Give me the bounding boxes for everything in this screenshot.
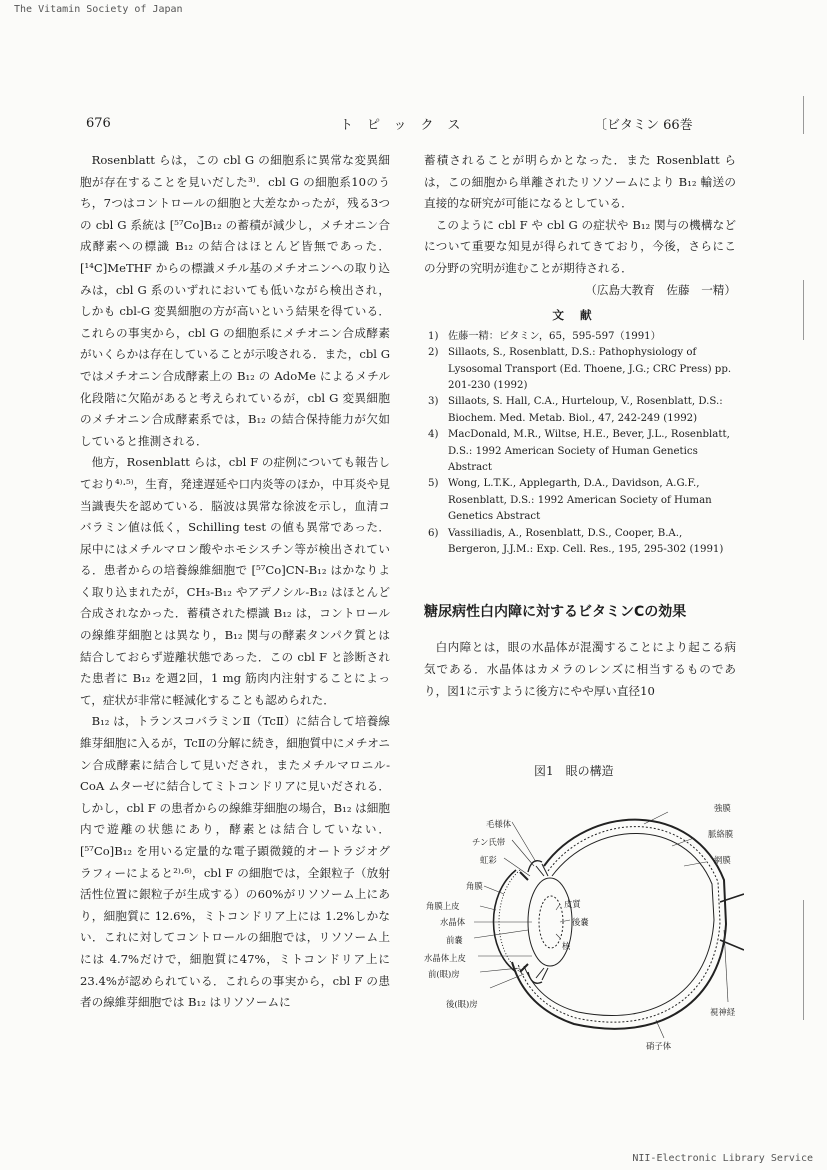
archive-watermark: NII-Electronic Library Service xyxy=(632,1153,813,1164)
label-anterior-chamber: 前(眼)房 xyxy=(428,969,460,979)
reference-item: 3) Sillaots, S. Hall, C.A., Hurteloup, V., Rosenblatt, D.S.: Biochem. Med. Metab. Biol., 47, 242-249 (1992) xyxy=(428,396,723,424)
source-watermark: The Vitamin Society of Japan xyxy=(14,4,183,15)
journal-reference: 〔ビタミン 66巻 xyxy=(594,118,693,133)
retina-layer xyxy=(524,833,714,1015)
choroid-layer xyxy=(518,827,720,1023)
label-corneal-epithelium: 角膜上皮 xyxy=(426,901,460,911)
article-title: 糖尿病性白内障に対するビタミンCの効果 xyxy=(424,604,687,621)
author-signature: （広島大教育 佐藤 一精） xyxy=(585,282,736,297)
sclera-outline xyxy=(512,820,726,1029)
optic-nerve-shape xyxy=(720,894,744,950)
page-number: 676 xyxy=(86,116,111,131)
label-posterior-chamber: 後(眼)房 xyxy=(446,999,478,1009)
label-anterior-capsule: 前嚢 xyxy=(446,935,463,945)
label-cortex: 皮質 xyxy=(564,899,581,909)
label-cornea: 角膜 xyxy=(466,881,483,891)
body-paragraph: このように cbl F や cbl G の症状や B₁₂ 関与の機構などについて重要な知見が得られてきており，今後，さらにこの分野の究明が進むことが期待される． xyxy=(424,217,736,275)
scan-edge-line xyxy=(803,900,804,1020)
reference-list xyxy=(424,329,736,559)
label-nucleus: 核 xyxy=(562,941,571,951)
right-column xyxy=(424,150,736,702)
reference-item: 2) Sillaots, S., Rosenblatt, D.S.: Pathophysiology of Lysosomal Transport (Ed. Thoene, J.G.; CRC Press) pp. 201-230 (1992) xyxy=(428,347,732,391)
label-lens: 水晶体 xyxy=(440,917,466,927)
label-ciliary-body: 毛様体 xyxy=(486,819,512,829)
body-paragraph: 蓄積されることが明らかとなった．また Rosenblatt らは，この細胞から単離されたリソソームにより B₁₂ 輸送の直接的な研究が可能になるとしている． xyxy=(424,153,736,211)
scan-edge-line xyxy=(803,96,804,134)
lens-shape xyxy=(528,878,572,966)
eye-diagram xyxy=(424,762,744,1062)
references-heading: 文献 xyxy=(552,308,608,323)
body-paragraph: 白内障とは，眼の水晶体が混濁することにより起こる病気である．水晶体はカメラのレンズに相当するものであり，図1に示すように後方にやや厚い直径10 xyxy=(424,640,736,698)
eye-structure-figure xyxy=(424,762,744,1062)
reference-item: 6) Vassiliadis, A., Rosenblatt, D.S., Cooper, B.A., Bergeron, J.J.M.: Exp. Cell. Res., 195, 295-302 (1991) xyxy=(428,527,724,556)
label-iris: 虹彩 xyxy=(480,855,497,865)
body-paragraph: Rosenblatt らは，この cbl G の細胞系に異常な変異細胞が存在することを見いだした³⁾．cbl G の細胞系10のうち，7つはコントロールの細胞と大差なかったが，残る3つの cbl G 系統は [⁵⁷Co]B₁₂ の蓄積が減少し，メチオニン合成酵素への標識 B₁₂ の結合はほとんど皆無であった．[¹⁴C]MeTHF からの標識メチル基のメチオニンへの取り込みは，cbl G 系のいずれにおいても低いながら検出され，しかも cbl-G 変異細胞の方が高いという結果を得ている．これらの事実から，cbl G の細胞系にメチオニン合成酵素がいくらかは存在していることが示唆される．また，cbl G ではメチオニン合成酵素上の B₁₂ の AdoMe によるメチル化段階に欠陥があると考えられているが，cbl G 変異細胞のメチオニン合成酵素系では，B₁₂ の結合保持能力が欠如していると推測される． xyxy=(80,153,390,448)
figure-caption: 図1 眼の構造 xyxy=(534,764,614,778)
reference-item: 5) Wong, L.T.K., Applegarth, D.A., Davidson, A.G.F., Rosenblatt, D.S.: 1992 American Society of Human Genetics Abstract xyxy=(428,478,712,523)
label-choroid: 脈絡膜 xyxy=(708,829,734,839)
body-paragraph: B₁₂ は，トランスコバラミンⅡ（TcⅡ）に結合して培養線維芽細胞に入るが，TcⅡの分解に続き，細胞質中にメチオニン合成酵素に結合して見いだされ，またメチルマロニル-CoA ムターゼに結合してミトコンドリアに見いだされる．しかし，cbl F の患者からの線維芽細胞の場合，B₁₂ は細胞内で遊離の状態にあり，酵素とは結合していない．[⁵⁷Co]B₁₂ を用いる定量的な電子顕微鏡的オートラジオグラフィーによると²⁾·⁶⁾，cbl F の細胞では，全銀粒子（放射活性位置に銀粒子が生成する）の60%がリソソーム上にあり，細胞質に 12.6%，ミトコンドリア上には 1.2%しかない．これに対してコントロールの細胞では，リソソーム上には 4.7%だけで，細胞質に47%，ミトコンドリア上に 23.4%が認められている．これらの事実から，cbl F の患者の線維芽細胞では B₁₂ はリソソームに xyxy=(80,714,390,1010)
label-retina: 網膜 xyxy=(714,855,731,865)
label-lens-epithelium: 水晶体上皮 xyxy=(424,953,466,963)
left-column xyxy=(80,150,390,1014)
reference-item: 4) MacDonald, M.R., Wiltse, H.E., Bever, J.L., Rosenblatt, D.S.: 1992 American Society of Human Genetics Abstract xyxy=(428,429,730,473)
label-optic-nerve: 視神経 xyxy=(710,1007,736,1017)
body-paragraph: 他方，Rosenblatt らは，cbl F の症例についても報告しており⁴⁾·⁵⁾，生育，発達遅延や口内炎等のほか，中耳炎や見当識喪失を認めている．脳波は異常な徐波を示し，血清コバラミン値は低く，Schilling test の値も異常であった．尿中にはメチルマロン酸やホモシスチン等が検出されている．患者からの培養線維細胞で [⁵⁷Co]CN-B₁₂ はかなりよく取り込まれたが，CH₃-B₁₂ やアデノシル-B₁₂ はほとんど合成されなかった．蓄積された標識 B₁₂ は，コントロールの線維芽細胞とは異なり，B₁₂ 関与の酵素タンパク質とは結合しておらず遊離状態であった．この cbl F と診断された患者に B₁₂ を週2回，1 mg 筋肉内注射することによって，症状が非常に軽減化することも認められた． xyxy=(80,455,390,707)
running-title: トピックス xyxy=(340,118,475,133)
scan-edge-line xyxy=(803,280,804,340)
label-zonule: チン氏帯 xyxy=(472,837,506,847)
label-posterior-capsule: 後嚢 xyxy=(572,917,589,927)
label-vitreous: 硝子体 xyxy=(646,1041,672,1051)
reference-item: 1) 佐藤一精：ビタミン，65，595-597（1991） xyxy=(428,330,661,342)
lens-nucleus-shape xyxy=(539,896,563,948)
cornea-shape xyxy=(494,870,517,972)
label-sclera: 強膜 xyxy=(714,803,731,813)
